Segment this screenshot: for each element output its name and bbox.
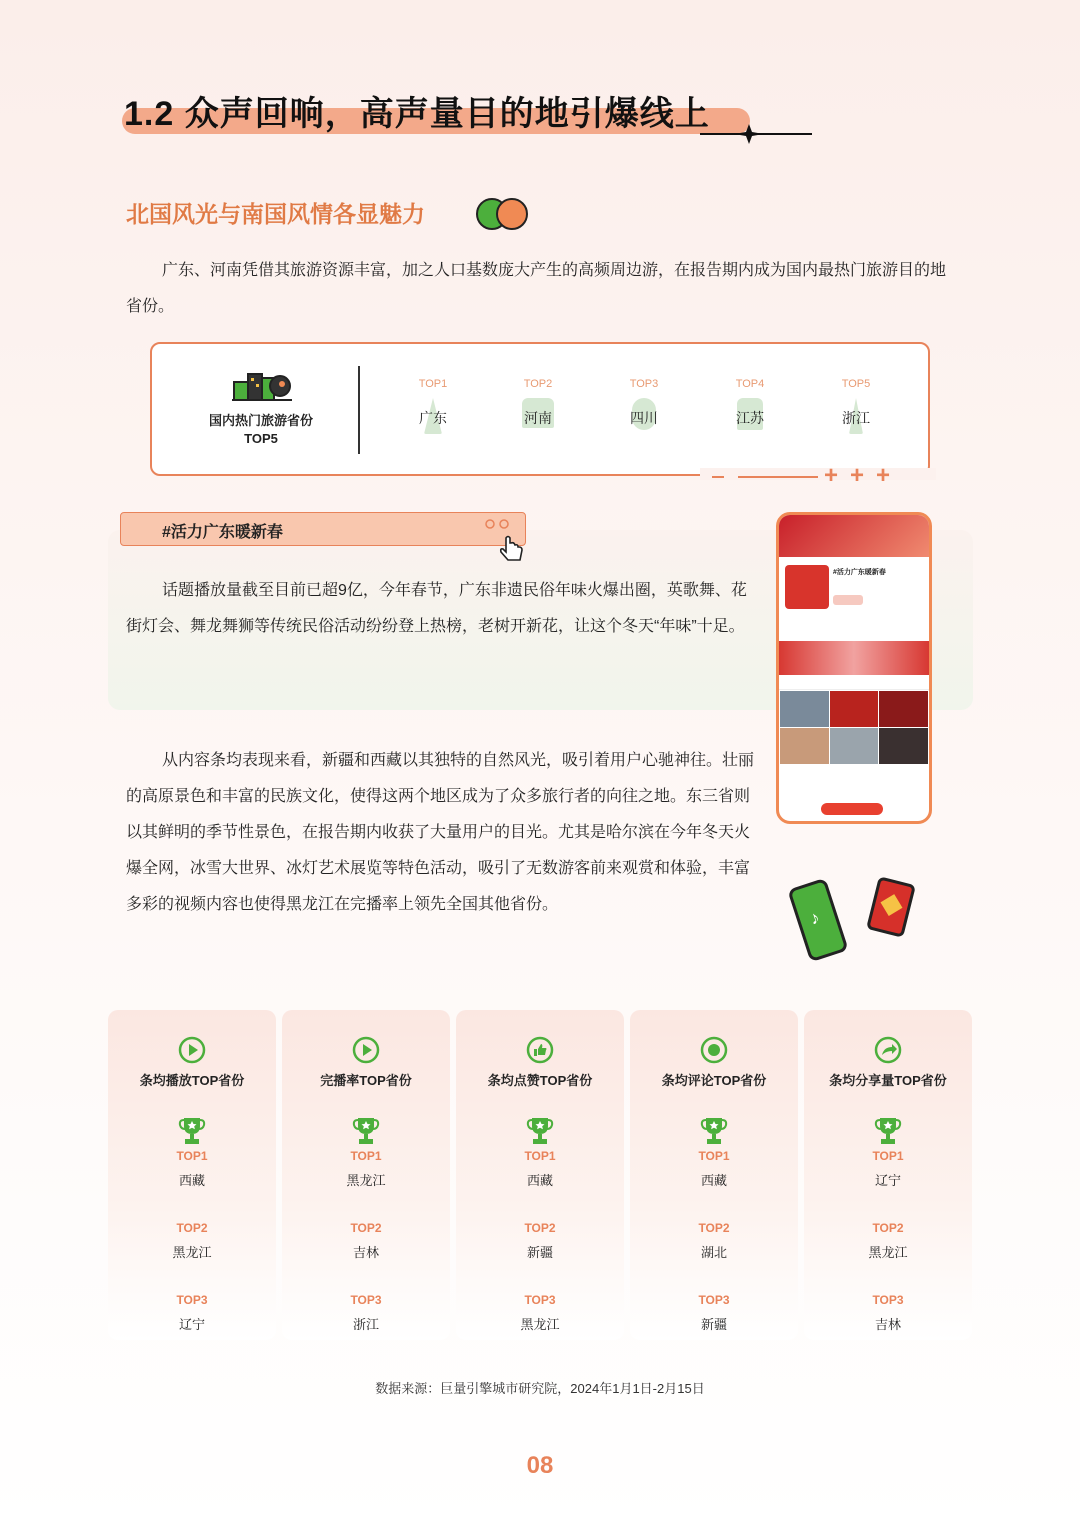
rank-name: 江苏 <box>736 410 764 426</box>
plus-icon: + <box>850 462 865 489</box>
orange-dot-icon <box>496 198 528 230</box>
topic-paragraph: 话题播放量截至目前已超9亿，今年春节，广东非遗民俗年味火爆出圈，英歌舞、花街灯会、舞龙舞狮等传统民俗活动纷纷登上热榜，老树开新花，让这个冬天“年味”十足。 <box>126 582 747 635</box>
card-corner-mask <box>700 468 936 480</box>
rank-value: 西藏 <box>700 1173 727 1188</box>
card-label-line1: 国内热门旅游省份 <box>208 413 313 428</box>
trophy-icon <box>874 1116 902 1146</box>
phone-tabs <box>779 675 929 690</box>
topic-tag-text: #活力广东暖新春 <box>162 524 283 541</box>
stats-title: 完播率TOP省份 <box>320 1073 412 1088</box>
analysis-paragraph: 从内容条均表现来看，新疆和西藏以其独特的自然风光，吸引着用户心驰神往。壮丽的高原景色和丰富的民族文化，使得这两个地区成为了众多旅行者的向往之地。东三省则以其鲜明的季节性景色，在报告期内收获了大量用户的目光。尤其是哈尔滨在今年冬天火爆全网，冰雪大世界、冰灯艺术展览等特色活动，吸引了无数游客前来观赏和体验，丰富多彩的视频内容也使得黑龙江在完播率上领先全国其他省份。 <box>126 752 755 913</box>
rank-label: TOP2 <box>698 1221 730 1235</box>
stats-title: 条均点赞TOP省份 <box>487 1073 593 1088</box>
comment-icon <box>700 1036 728 1064</box>
rank-name: 广东 <box>419 410 447 426</box>
rank-label: TOP5 <box>841 378 871 390</box>
rank-label: TOP3 <box>524 1293 556 1307</box>
rank-value: 黑龙江 <box>520 1317 560 1332</box>
follow-button <box>833 595 863 605</box>
card-dash <box>712 476 724 478</box>
window-dots-icon <box>484 518 514 530</box>
play-icon <box>178 1036 206 1064</box>
topic-thumbnail <box>785 565 829 609</box>
rank-item <box>710 378 790 428</box>
rank-label: TOP2 <box>176 1221 208 1235</box>
phone-promo-strip <box>779 641 929 675</box>
subtitle: 北国风光与南国风情各显魅力 <box>126 201 425 227</box>
trophy-icon <box>178 1116 206 1146</box>
rank-label: TOP2 <box>872 1221 904 1235</box>
trophy-icon <box>526 1116 554 1146</box>
rank-label: TOP1 <box>418 378 448 390</box>
stats-column <box>630 1010 798 1340</box>
rank-item <box>816 378 896 428</box>
stats-title: 条均播放TOP省份 <box>139 1073 245 1088</box>
play-icon <box>352 1036 380 1064</box>
rank-label: TOP3 <box>872 1293 904 1307</box>
share-icon <box>874 1036 902 1064</box>
rank-name: 浙江 <box>842 410 870 426</box>
trophy-icon <box>352 1116 380 1146</box>
rank-label: TOP1 <box>350 1149 382 1163</box>
rank-label: TOP3 <box>176 1293 208 1307</box>
rank-label: TOP3 <box>350 1293 382 1307</box>
rank-label: TOP1 <box>698 1149 730 1163</box>
rank-name: 四川 <box>630 410 658 426</box>
red-envelope-icon <box>866 876 916 938</box>
stats-column <box>804 1010 972 1340</box>
rank-label: TOP2 <box>350 1221 382 1235</box>
stats-title: 条均评论TOP省份 <box>661 1073 767 1088</box>
rank-value: 辽宁 <box>874 1173 901 1188</box>
intro-paragraph: 广东、河南凭借其旅游资源丰富，加之人口基数庞大产生的高频周边游，在报告期内成为国内最热门旅游目的地省份。 <box>126 262 947 315</box>
rank-item <box>498 378 578 428</box>
rank-label: TOP1 <box>524 1149 556 1163</box>
section-title: 1.2 众声回响，高声量目的地引爆线上 <box>124 95 710 133</box>
phone-topic-header <box>779 557 929 641</box>
thumbs-up-icon <box>526 1036 554 1064</box>
rank-value: 吉林 <box>352 1245 379 1260</box>
card-dash-line <box>738 476 818 478</box>
rank-value: 黑龙江 <box>868 1245 908 1260</box>
rank-item <box>393 378 473 428</box>
phone-topic-title: #活力广东暖新春 <box>833 569 886 576</box>
phone-banner <box>779 515 929 557</box>
stats-column <box>456 1010 624 1340</box>
plus-icon: + <box>824 462 839 489</box>
card-label-line2: TOP5 <box>244 431 278 446</box>
rank-label: TOP1 <box>176 1149 208 1163</box>
rank-label: TOP4 <box>735 378 765 390</box>
rank-value: 黑龙江 <box>346 1173 386 1188</box>
rank-label: TOP1 <box>872 1149 904 1163</box>
rank-label: TOP3 <box>698 1293 730 1307</box>
rank-value: 新疆 <box>700 1317 727 1332</box>
rank-value: 浙江 <box>352 1317 379 1332</box>
hand-cursor-icon <box>498 534 528 564</box>
phone-join-button <box>821 803 883 815</box>
rank-label: TOP3 <box>629 378 659 390</box>
rank-value: 西藏 <box>526 1173 553 1188</box>
rank-label: TOP2 <box>523 378 553 390</box>
plus-icon: + <box>876 462 891 489</box>
rank-value: 湖北 <box>700 1245 727 1260</box>
card-divider <box>358 366 360 454</box>
rank-name: 河南 <box>524 410 552 426</box>
trophy-icon <box>700 1116 728 1146</box>
phone-video-grid <box>779 690 929 765</box>
stats-title: 条均分享量TOP省份 <box>829 1073 947 1088</box>
page-number: 08 <box>526 1452 554 1479</box>
rank-item <box>604 378 684 428</box>
sparkle-icon <box>734 124 764 144</box>
rank-value: 新疆 <box>526 1245 553 1260</box>
phone-illustration-icon: ♪ <box>787 878 849 963</box>
stats-column <box>108 1010 276 1340</box>
city-skyline-icon <box>232 368 292 402</box>
rank-value: 辽宁 <box>178 1317 205 1332</box>
rank-value: 西藏 <box>178 1173 205 1188</box>
stats-column <box>282 1010 450 1340</box>
data-source: 数据来源：巨量引擎城市研究院，2024年1月1日-2月15日 <box>375 1381 705 1396</box>
rank-value: 吉林 <box>874 1317 901 1332</box>
phone-screenshot <box>776 512 932 824</box>
rank-value: 黑龙江 <box>172 1245 212 1260</box>
top5-card-label <box>184 412 338 448</box>
rank-label: TOP2 <box>524 1221 556 1235</box>
